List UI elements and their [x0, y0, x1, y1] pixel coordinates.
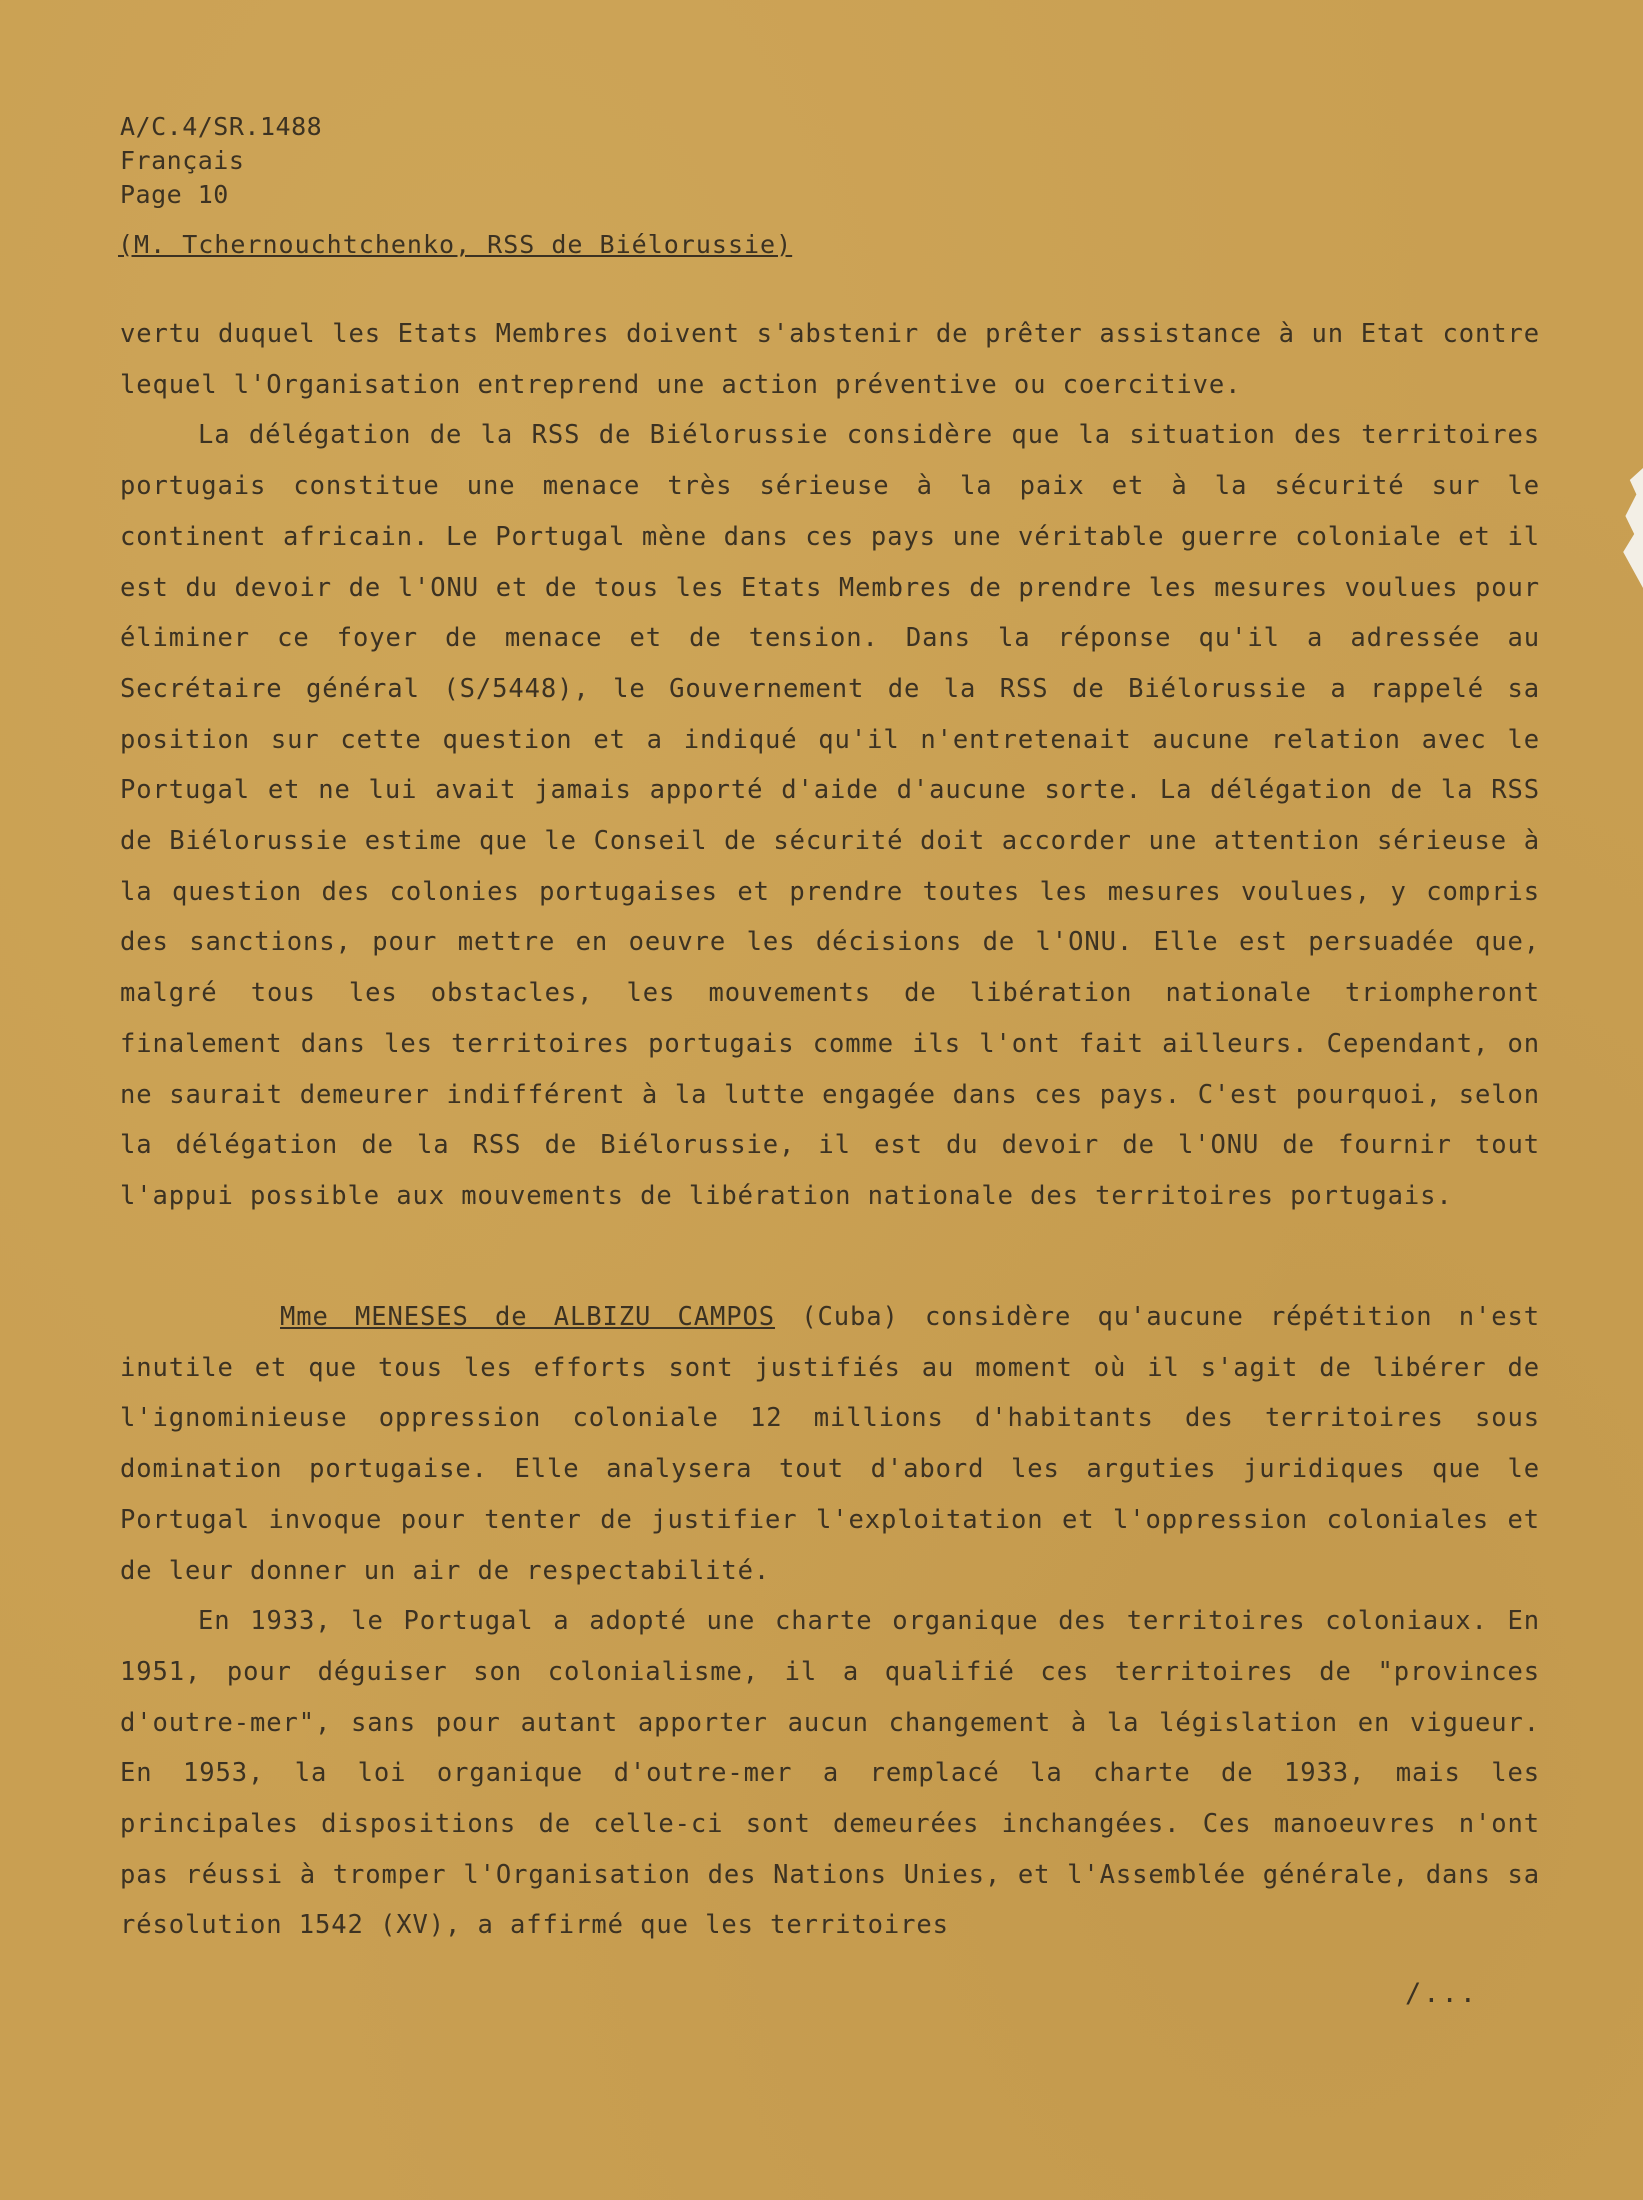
page-number: Page 10 — [120, 180, 229, 209]
paper-tear — [1621, 468, 1643, 588]
document-header — [120, 110, 322, 212]
text-block-1 — [120, 309, 1540, 1222]
speaker-name: Mme MENESES de ALBIZU CAMPOS — [280, 1302, 775, 1332]
paragraph-cuba-statement — [120, 1292, 1540, 1596]
paragraph-cuba-text: (Cuba) considère qu'aucune répétition n'est inutile et que tous les efforts sont justifiés au moment où il s'agit de libérer de l'ignominieuse oppression coloniale 12 millions d'habitants des territoires sous domination portugaise. Elle analysera tout d'abord les arguties juridiques que le Portugal invoque pour tenter de justifier l'exploitation et l'oppression coloniales et de leur donner un air de respectabilité. — [120, 1302, 1540, 1586]
current-speaker: (M. Tchernouchtchenko, RSS de Biélorussie) — [118, 230, 793, 259]
text-block-2 — [120, 1292, 1540, 1951]
paragraph-portugal-charter: En 1933, le Portugal a adopté une charte organique des territoires coloniaux. En 1951, pour déguiser son colonialisme, il a qualifié ces territoires de "provinces d'outre-mer", sans pour autant apporter aucun changement à la législation en vigueur. En 1953, la loi organique d'outre-mer a remplacé la charte de 1933, mais les principales dispositions de celle-ci sont demeurées inchangées. Ces manoeuvres n'ont pas réussi à tromper l'Organisation des Nations Unies, et l'Assemblée générale, dans sa résolution 1542 (XV), a affirmé que les territoires — [120, 1606, 1540, 1941]
document-language: Français — [120, 146, 245, 175]
continuation-mark: /... — [1405, 1978, 1479, 2009]
paragraph-continued: vertu duquel les Etats Membres doivent s'abstenir de prêter assistance à un Etat contre lequel l'Organisation entreprend une action préventive ou coercitive. — [120, 319, 1540, 400]
document-symbol: A/C.4/SR.1488 — [120, 112, 323, 141]
paragraph-belarus-statement: La délégation de la RSS de Biélorussie considère que la situation des territoires portugais constitue une menace très sérieuse à la paix et à la sécurité sur le continent africain. Le Portugal mène dans ces pays une véritable guerre coloniale et il est du devoir de l'ONU et de tous les Etats Membres de prendre les mesures voulues pour éliminer ce foyer de menace et de tension. Dans la réponse qu'il a adressée au Secrétaire général (S/5448), le Gouvernement de la RSS de Biélorussie a rappelé sa position sur cette question et a indiqué qu'il n'entretenait aucune relation avec le Portugal et ne lui avait jamais apporté d'aide d'aucune sorte. La délégation de la RSS de Biélorussie estime que le Conseil de sécurité doit accorder une attention sérieuse à la question des colonies portugaises et prendre toutes les mesures voulues, y compris des sanctions, pour mettre en oeuvre les décisions de l'ONU. Elle est persuadée que, malgré tous les obstacles, les mouvements de libération nationale triompheront finalement dans les territoires portugais comme ils l'ont fait ailleurs. Cependant, on ne saurait demeurer indifférent à la lutte engagée dans ces pays. C'est pourquoi, selon la délégation de la RSS de Biélorussie, il est du devoir de l'ONU de fournir tout l'appui possible aux mouvements de libération nationale des territoires portugais. — [120, 420, 1540, 1211]
